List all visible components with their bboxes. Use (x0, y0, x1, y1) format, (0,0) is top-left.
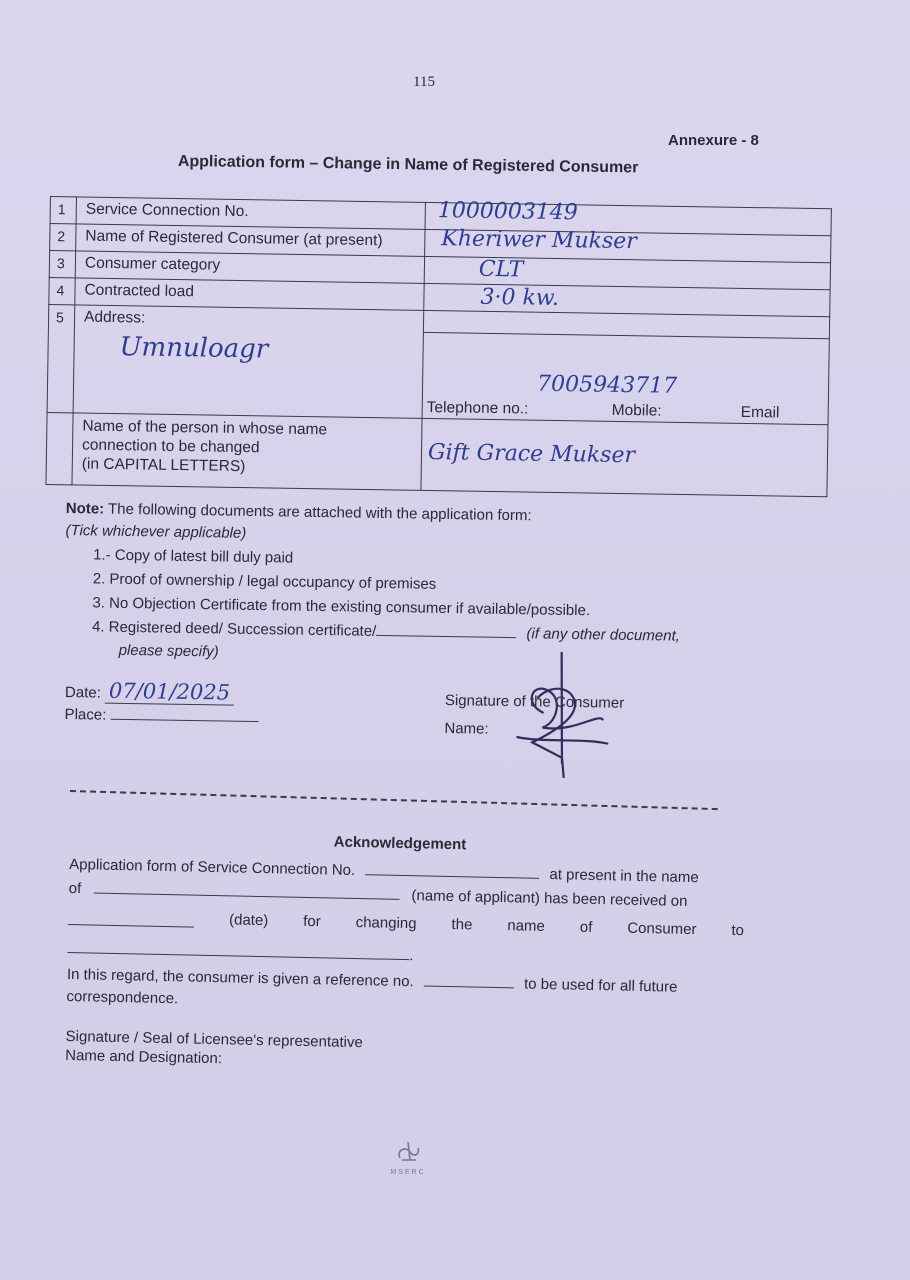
ack-word: Consumer (627, 919, 697, 939)
other-document-blank (376, 635, 516, 638)
date-value: 07/01/2025 (105, 679, 234, 706)
ack-line1b: at present in the name (549, 866, 699, 887)
new-name-label-line2: connection to be changed (81, 436, 260, 457)
ack-word: changing (355, 914, 417, 933)
ack-word: name (507, 917, 546, 935)
note-text: The following documents are attached with the application form: (104, 500, 532, 525)
address-label: Address: (83, 308, 146, 327)
service-connection-label: Service Connection No. (85, 200, 249, 221)
new-name-label-line3: (in CAPITAL LETTERS) (81, 455, 246, 476)
mserc-text: MSERC (390, 1169, 426, 1176)
row-number: 1 (57, 201, 66, 218)
connection-no-blank (365, 874, 539, 879)
new-name-value: Gift Grace Mukser (427, 439, 636, 469)
date-label: Date: (64, 684, 101, 702)
page-number: 115 (413, 74, 435, 90)
email-label: Email (740, 403, 780, 422)
contracted-load-label: Contracted load (84, 281, 195, 301)
note-lead: Note: (65, 500, 105, 518)
telephone-label: Telephone no.: (426, 398, 529, 418)
ack-line1a: Application form of Service Connection No. (69, 855, 356, 879)
date-blank (68, 908, 194, 928)
ack-word: to (731, 921, 745, 940)
document-item: 4. Registered deed/ Succession certificate/ (91, 618, 377, 640)
ack-line2a: of (68, 879, 82, 898)
document-item: 1.- Copy of latest bill duly paid (93, 546, 294, 567)
row-number: 2 (57, 228, 66, 245)
annexure-label: Annexure - 8 (668, 132, 759, 149)
acknowledgement-section: Acknowledgement Application form of Service Connection No. at present in the name of (name of applicant) has been received on (date) for changing the name of Consumer to . In this regard, the consumer is given a reference no. to be used for all future correspondence. Signature / Seal of Licensee's representative Name and Designation: (65, 833, 745, 1068)
ack-line6: correspondence. (66, 987, 179, 1008)
applicant-name-blank (93, 893, 399, 900)
ack-word: for (303, 912, 321, 931)
name-label: Name: (444, 719, 489, 738)
mobile-value: 7005943717 (536, 371, 678, 399)
place-blank (110, 719, 258, 722)
new-name-label-line1: Name of the person in whose name (82, 417, 328, 439)
ack-line2b: (name of applicant) has been received on (411, 887, 688, 910)
row-number: 4 (56, 282, 65, 299)
acknowledgement-title: Acknowledgement (333, 833, 467, 854)
reference-no-blank (424, 985, 514, 988)
document-item: 2. Proof of ownership / legal occupancy of premises (92, 570, 437, 593)
mserc-emblem-icon (394, 1138, 422, 1164)
document-item: 3. No Objection Certificate from the existing consumer if available/possible. (92, 594, 591, 620)
form-title: Application form – Change in Name of Registered Consumer (177, 153, 639, 177)
note-sub: (Tick whichever applicable) (65, 521, 247, 542)
ack-word: of (579, 918, 593, 936)
signature-label: Signature of the Consumer (444, 691, 625, 712)
contracted-load-value: 3·0 kw. (480, 284, 560, 312)
consumer-category-value: CLT (478, 256, 524, 283)
new-consumer-blank (67, 952, 409, 960)
document-item-tail: please specify) (118, 641, 219, 661)
address-value: Umnuloagr (119, 332, 269, 365)
consumer-category-label: Consumer category (84, 254, 221, 274)
consumer-signature (502, 642, 624, 779)
ack-line5a: In this regard, the consumer is given a reference no. (66, 965, 414, 991)
service-connection-value: 1000003149 (437, 198, 578, 226)
row-number: 5 (55, 309, 65, 326)
mserc-logo (383, 1138, 433, 1176)
licensee-signature-label: Signature / Seal of Licensee's representative (65, 1027, 363, 1052)
application-form-table (45, 196, 832, 508)
other-document-note: (if any other document, (526, 625, 680, 645)
row-number: 3 (56, 255, 65, 272)
cut-line (70, 790, 718, 810)
registered-consumer-value: Kheriwer Mukser (441, 226, 637, 255)
ack-line5b: to be used for all future (523, 975, 678, 996)
place-label: Place: (64, 706, 107, 724)
ack-word: the (451, 916, 473, 934)
ack-word: (date) (228, 911, 269, 930)
name-designation-label: Name and Designation: (65, 1046, 223, 1068)
registered-consumer-label: Name of Registered Consumer (at present) (85, 227, 383, 250)
mobile-label: Mobile: (611, 401, 662, 420)
